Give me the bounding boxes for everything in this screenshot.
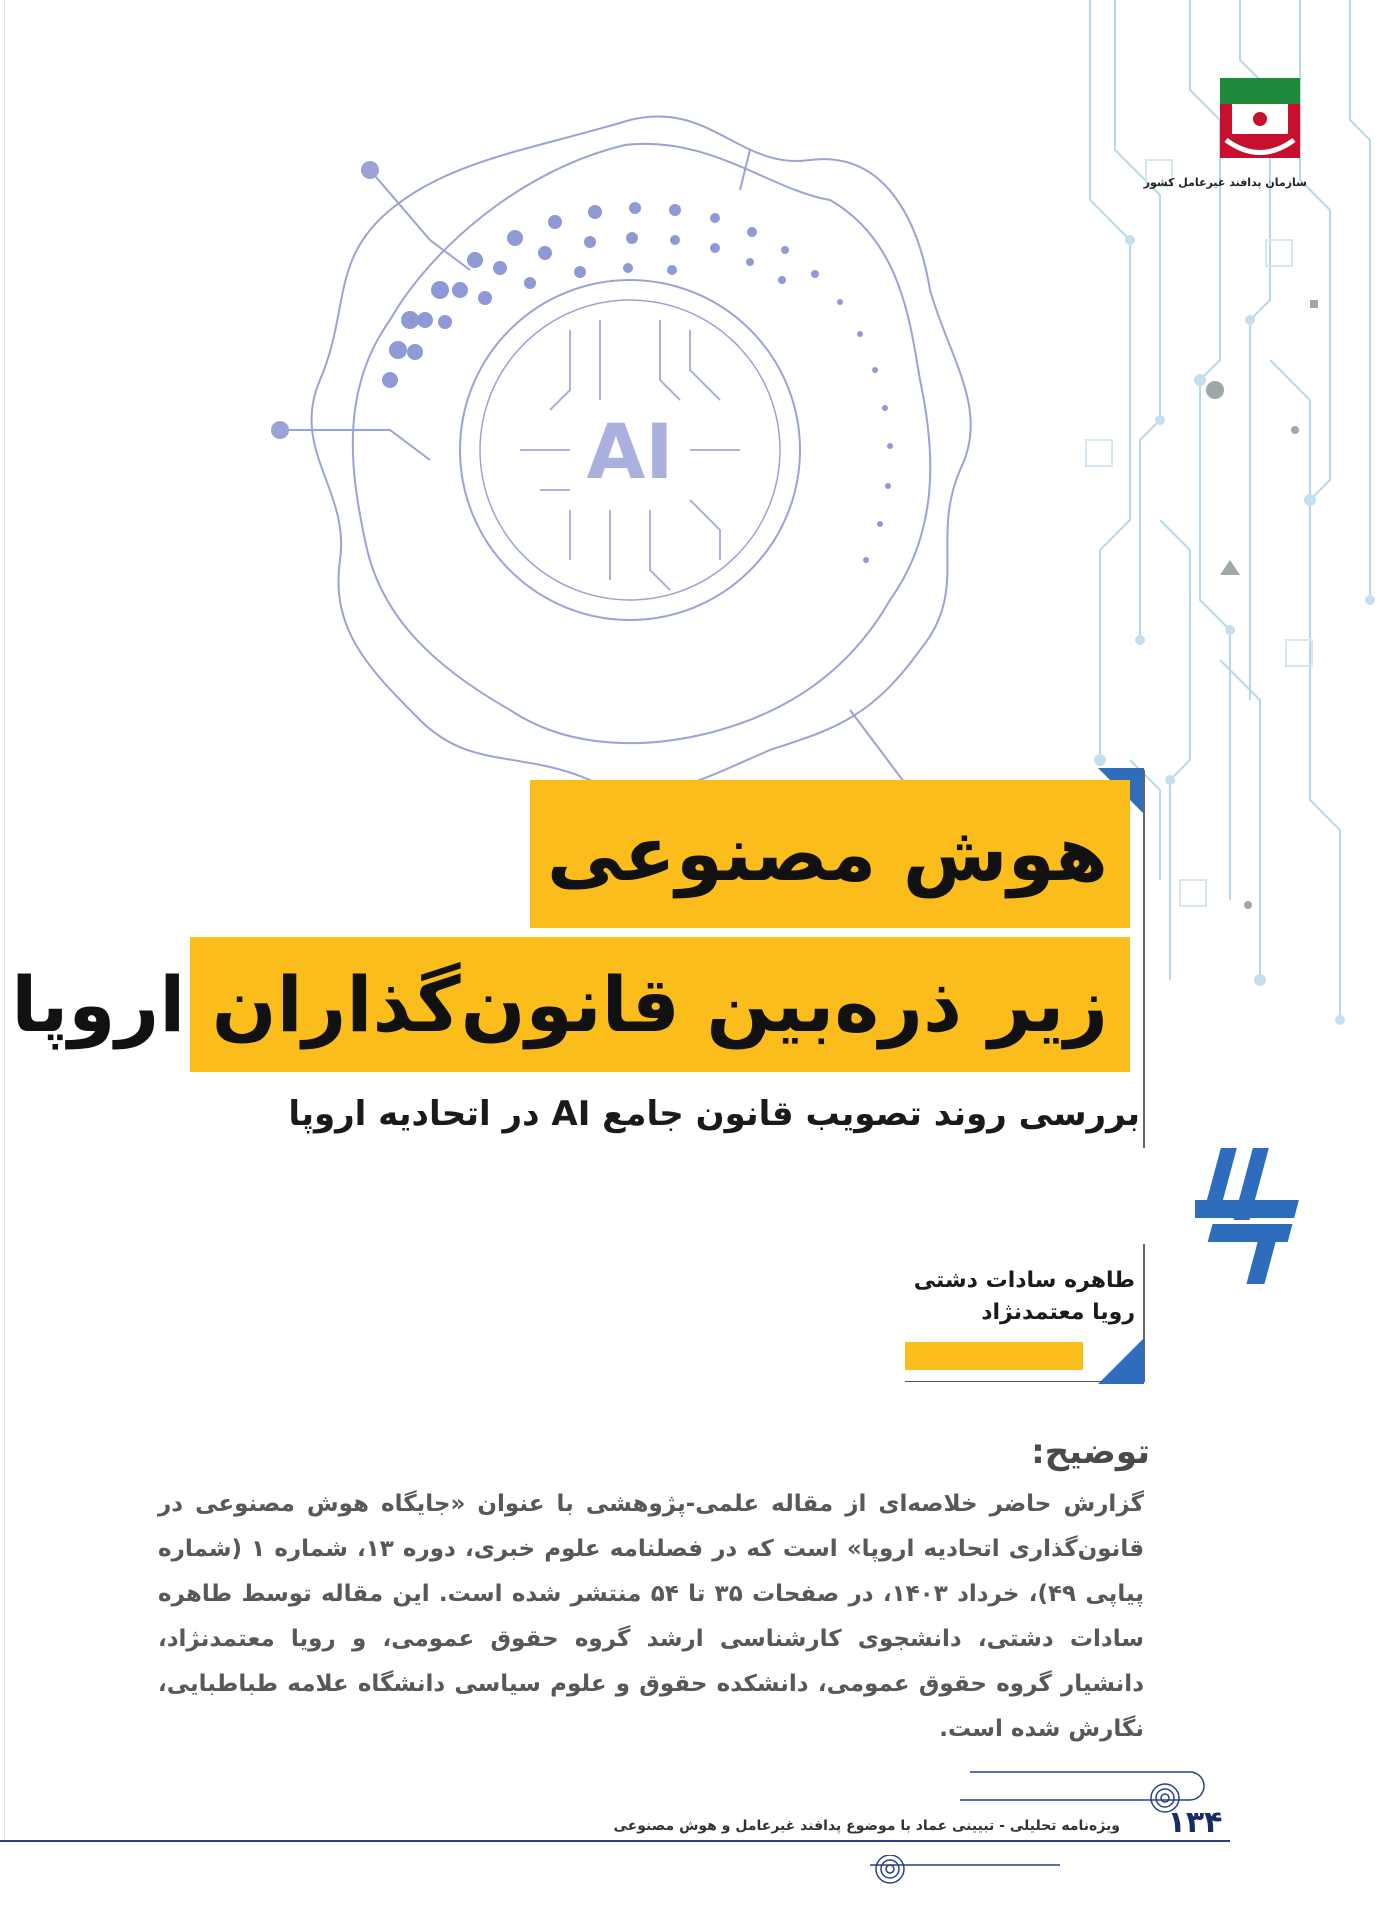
ai-center-label: AI: [586, 407, 674, 496]
author-name: رویا معتمدنژاد: [981, 1300, 1135, 1325]
ai-circle-illustration: [270, 90, 990, 810]
title-line-1: هوش مصنوعی: [530, 780, 1130, 928]
footer-ornament-icon: [860, 1855, 1140, 1915]
org-logo-caption: سازمان پدافند غیرعامل کشور: [1143, 176, 1307, 189]
description-heading: توضیح:: [1031, 1432, 1150, 1472]
subtitle: بررسی روند تصویب قانون جامع AI در اتحادیه اروپا: [288, 1094, 1140, 1134]
org-emblem-icon: [1212, 70, 1307, 170]
description-body: گزارش حاضر خلاصه‌ای از مقاله علمی-پژوهشی با عنوان «جایگاه هوش مصنوعی در قانون‌گذاری اتحادیه اروپا» است که در فصلنامه علوم خبری، دوره ۱۳، شماره ۱ (شماره پیاپی ۴۹)، خرداد ۱۴۰۳، در صفحات ۳۵ تا ۵۴ منتشر شده است. این مقاله توسط طاهره سادات دشتی، دانشجوی کارشناسی ارشد گروه حقوق عمومی، و رویا معتمدنژاد، دانشیار گروه حقوق عمومی، دانشکده حقوق و علوم سیاسی دانشگاه علامه طباطبایی، نگارش شده است.: [158, 1491, 1145, 1742]
author-name: طاهره سادات دشتی: [913, 1268, 1135, 1293]
org-logo: [1143, 70, 1307, 195]
title-line-2: زیر ذره‌بین قانون‌گذاران اروپا: [190, 937, 1130, 1072]
footer-caption: ویژه‌نامه تحلیلی - تبیینی عماد با موضوع پدافند غیرعامل و هوش مصنوعی: [613, 1818, 1120, 1834]
svg-text:عماد: عماد: [1259, 1290, 1261, 1291]
author-accent-bar: [905, 1342, 1083, 1370]
title-vertical-rule: [1143, 770, 1145, 1148]
page-edge-rule: [4, 0, 5, 1840]
author-corner-triangle: [1098, 1338, 1144, 1384]
emad-logo-icon: [1195, 1140, 1325, 1300]
footer-rule: [0, 1840, 1230, 1842]
page-number: ۱۳۴: [1167, 1805, 1223, 1840]
